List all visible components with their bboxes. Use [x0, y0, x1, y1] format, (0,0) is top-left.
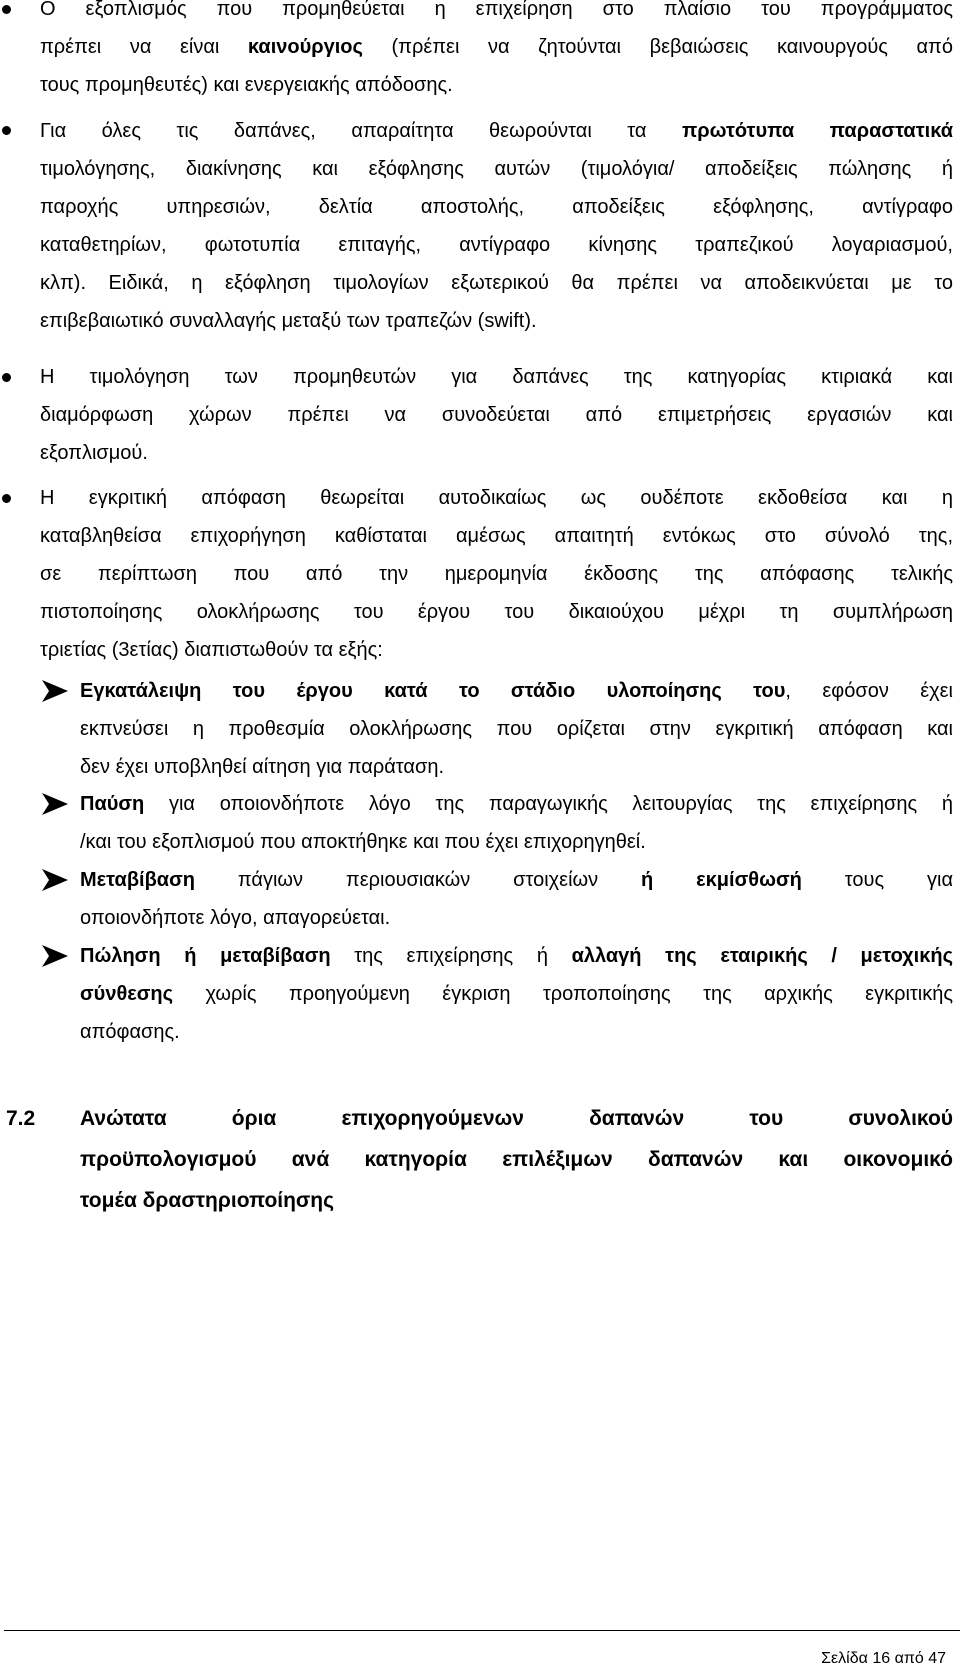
paragraph-line: Η τιμολόγηση των προμηθευτών για δαπάνες της κατηγορίας κτιριακά και — [40, 366, 953, 388]
footer-divider — [4, 1630, 960, 1631]
bullet-dot-icon — [2, 494, 11, 503]
paragraph-line: καταθετηρίων, φωτοτυπία επιταγής, αντίγραφο κίνησης τραπεζικού λογαριασμού, — [40, 234, 953, 256]
paragraph-line: πιστοποίησης ολοκλήρωσης του έργου του δικαιούχου μέχρι τη συμπλήρωση — [40, 601, 953, 623]
arrowhead-bullet-icon — [40, 791, 70, 817]
bullet-dot-icon — [2, 373, 11, 382]
arrowhead-bullet-icon — [40, 678, 70, 704]
paragraph-line: τους προμηθευτές) και ενεργειακής απόδοσης. — [40, 74, 453, 96]
paragraph-line: τριετίας (3ετίας) διαπιστωθούν τα εξής: — [40, 639, 383, 661]
paragraph-line: Πώληση ή μεταβίβαση της επιχείρησης ή αλλαγή της εταιρικής / μετοχικής — [80, 945, 953, 967]
paragraph-line: εκπνεύσει η προθεσμία ολοκλήρωσης που ορίζεται στην εγκριτική απόφαση και — [80, 718, 953, 740]
arrowhead-bullet-icon — [40, 943, 70, 969]
section-title-line: τομέα δραστηριοποίησης — [80, 1189, 335, 1212]
arrowhead-bullet-icon — [40, 867, 70, 893]
section-title-line: προϋπολογισμού ανά κατηγορία επιλέξιμων δαπανών και οικονομικό — [80, 1148, 953, 1171]
page-number: Σελίδα 16 από 47 — [821, 1650, 946, 1667]
paragraph-line: Παύση για οποιονδήποτε λόγο της παραγωγικής λειτουργίας της επιχείρησης ή — [80, 793, 953, 815]
bullet-dot-icon — [2, 126, 11, 135]
section-title-line: Ανώτατα όρια επιχορηγούμενων δαπανών του συνολικού — [80, 1107, 953, 1130]
paragraph-line: εξοπλισμού. — [40, 442, 148, 464]
paragraph-line: σύνθεσης χωρίς προηγούμενη έγκριση τροποποίησης της αρχικής εγκριτικής — [80, 983, 953, 1005]
section-number: 7.2 — [6, 1107, 36, 1130]
paragraph-line: απόφασης. — [80, 1021, 180, 1043]
paragraph-line: κλπ). Ειδικά, η εξόφληση τιμολογίων εξωτερικού θα πρέπει να αποδεικνύεται με το — [40, 272, 953, 294]
paragraph-line: καταβληθείσα επιχορήγηση καθίσταται αμέσως απαιτητή εντόκως στο σύνολό της, — [40, 525, 953, 547]
paragraph-line: Μεταβίβαση πάγιων περιουσιακών στοιχείων ή εκμίσθωσή τους για — [80, 869, 954, 891]
paragraph-line: Η εγκριτική απόφαση θεωρείται αυτοδικαίως ως ουδέποτε εκδοθείσα και η — [40, 487, 953, 509]
paragraph-line: δεν έχει υποβληθεί αίτηση για παράταση. — [80, 756, 445, 778]
paragraph-line: Ο εξοπλισμός που προμηθεύεται η επιχείρηση στο πλαίσιο του προγράμματος — [40, 0, 953, 20]
bullet-dot-icon — [2, 5, 11, 14]
paragraph-line: πρέπει να είναι καινούργιος (πρέπει να ζητούνται βεβαιώσεις καινουργούς από — [40, 36, 953, 58]
paragraph-line: οποιονδήποτε λόγο, απαγορεύεται. — [80, 907, 391, 929]
paragraph-line: σε περίπτωση που από την ημερομηνία έκδοσης της απόφασης τελικής — [40, 563, 953, 585]
paragraph-line: επιβεβαιωτικό συναλλαγής μεταξύ των τραπεζών (swift). — [40, 310, 537, 332]
paragraph-line: διαμόρφωση χώρων πρέπει να συνοδεύεται από επιμετρήσεις εργασιών και — [40, 404, 953, 426]
paragraph-line: Για όλες τις δαπάνες, απαραίτητα θεωρούνται τα πρωτότυπα παραστατικά — [40, 120, 953, 142]
paragraph-line: τιμολόγησης, διακίνησης και εξόφλησης αυτών (τιμολόγια/ αποδείξεις πώλησης ή — [40, 158, 953, 180]
paragraph-line: /και του εξοπλισμού που αποκτήθηκε και που έχει επιχορηγηθεί. — [80, 831, 646, 853]
paragraph-line: Εγκατάλειψη του έργου κατά το στάδιο υλοποίησης του, εφόσον έχει — [80, 680, 953, 702]
paragraph-line: παροχής υπηρεσιών, δελτία αποστολής, αποδείξεις εξόφλησης, αντίγραφο — [40, 196, 953, 218]
